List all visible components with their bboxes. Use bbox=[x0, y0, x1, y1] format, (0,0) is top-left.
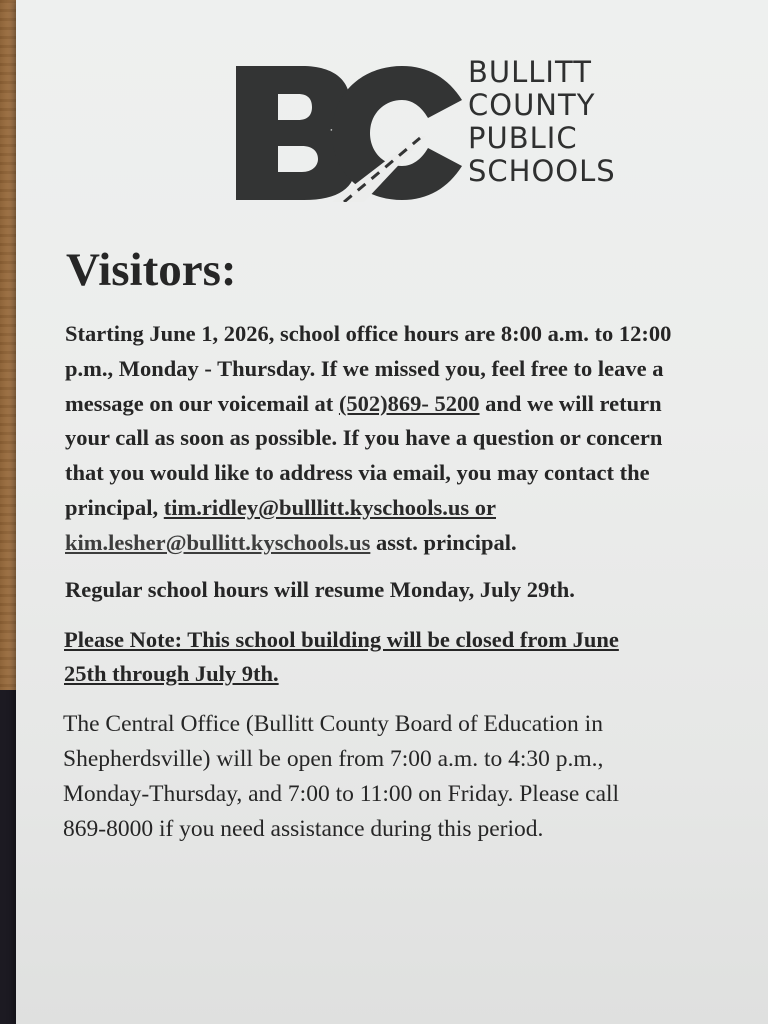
office-hours-line-5: that you would like to address via email, you may contact the bbox=[65, 460, 650, 486]
phone-number-link[interactable]: (502)869- 5200 bbox=[338, 390, 480, 416]
logo-line-2: COUNTY bbox=[468, 88, 596, 122]
central-office-line-3: Monday-Thursday, and 7:00 to 11:00 on Friday. Please call bbox=[63, 781, 620, 807]
voicemail-text: message on our voicemail at bbox=[65, 390, 339, 416]
central-office-line-2: Shepherdsville) will be open from 7:00 a.m. to 4:30 p.m., bbox=[63, 746, 604, 772]
logo-line-1: BULLITT bbox=[468, 55, 592, 89]
office-hours-line-7 bbox=[65, 526, 768, 561]
principal-email-link[interactable]: tim.ridley@bulllitt.kyschools.us or bbox=[163, 494, 496, 520]
closure-note bbox=[64, 623, 619, 691]
office-hours-line-3 bbox=[65, 387, 768, 422]
central-office-paragraph bbox=[63, 707, 619, 847]
office-hours-line-2: p.m., Monday - Thursday. If we missed you, feel free to leave a bbox=[65, 355, 664, 381]
logo-line-3: PUBLIC bbox=[468, 121, 578, 155]
closure-note-line-2: 25th through July 9th. bbox=[64, 661, 279, 686]
principal-label: principal, bbox=[65, 494, 164, 520]
bullitt-county-logo bbox=[232, 56, 652, 206]
central-office-line-1: The Central Office (Bullitt County Board of Education in bbox=[63, 711, 603, 737]
logo-line-4: SCHOOLS bbox=[468, 154, 616, 188]
central-office-line-4: 869-8000 if you need assistance during this period. bbox=[63, 816, 544, 842]
office-hours-line-1: Starting June 1, 2026, school office hours are 8:00 a.m. to 12:00 bbox=[65, 321, 672, 346]
office-hours-paragraph bbox=[65, 317, 768, 561]
office-hours-line-6 bbox=[65, 491, 768, 526]
resume-hours-text: Regular school hours will resume Monday, July 29th. bbox=[65, 577, 575, 602]
logo-wordmark bbox=[468, 56, 616, 188]
closure-note-line-1: Please Note: This school building will be closed from June bbox=[64, 627, 619, 652]
asst-principal-email-link[interactable]: kim.lesher@bullitt.kyschools.us bbox=[65, 529, 371, 555]
return-call-text: and we will return bbox=[479, 390, 662, 416]
bc-road-logo-mark bbox=[232, 62, 464, 202]
visitors-heading: Visitors: bbox=[66, 244, 237, 296]
asst-principal-label: asst. principal. bbox=[370, 529, 517, 555]
office-hours-line-4: your call as soon as possible. If you have a question or concern bbox=[65, 425, 663, 451]
